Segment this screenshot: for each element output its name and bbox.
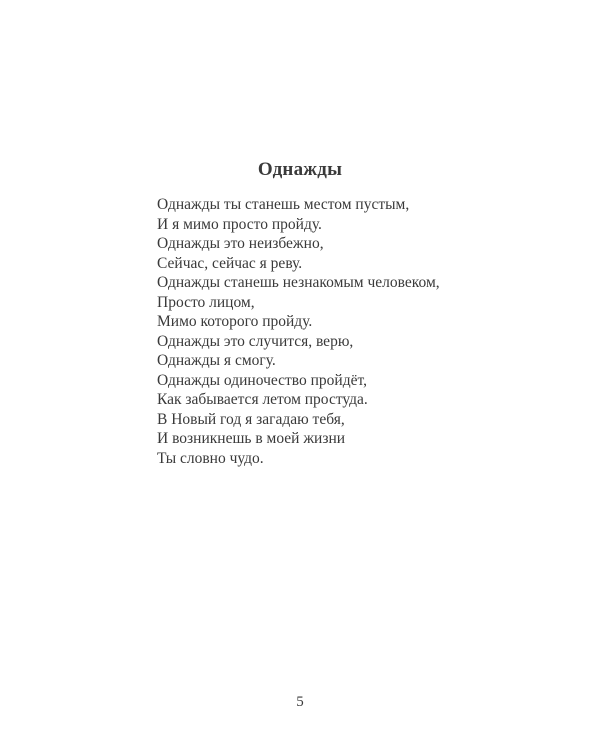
poem-line: Мимо которого пройду. [157,313,313,330]
poem-line: И возникнешь в моей жизни [157,430,346,447]
poem-line: В Новый год я загадаю тебя, [157,410,345,428]
poem-line: Однажды одиночество пройдёт, [157,371,367,389]
poem-line: Как забывается летом простуда. [157,391,368,408]
poem-line: Однажды это случится, верю, [157,332,354,350]
poem-line: И я мимо просто пройду. [157,215,322,233]
page-number: 5 [296,694,304,710]
poem-line: Однажды это неизбежно, [157,235,324,252]
poem-line: Однажды ты станешь местом пустым, [157,196,410,213]
poem-line: Сейчас, сейчас я реву. [157,254,303,272]
poem-line: Ты словно чудо. [157,449,264,467]
poem-line: Просто лицом, [157,293,255,311]
poem-line: Однажды станешь незнакомым человеком, [157,274,440,291]
poem-line: Однажды я смогу. [157,352,276,369]
poem-title: Однажды [257,159,343,180]
poem-body [157,195,440,468]
